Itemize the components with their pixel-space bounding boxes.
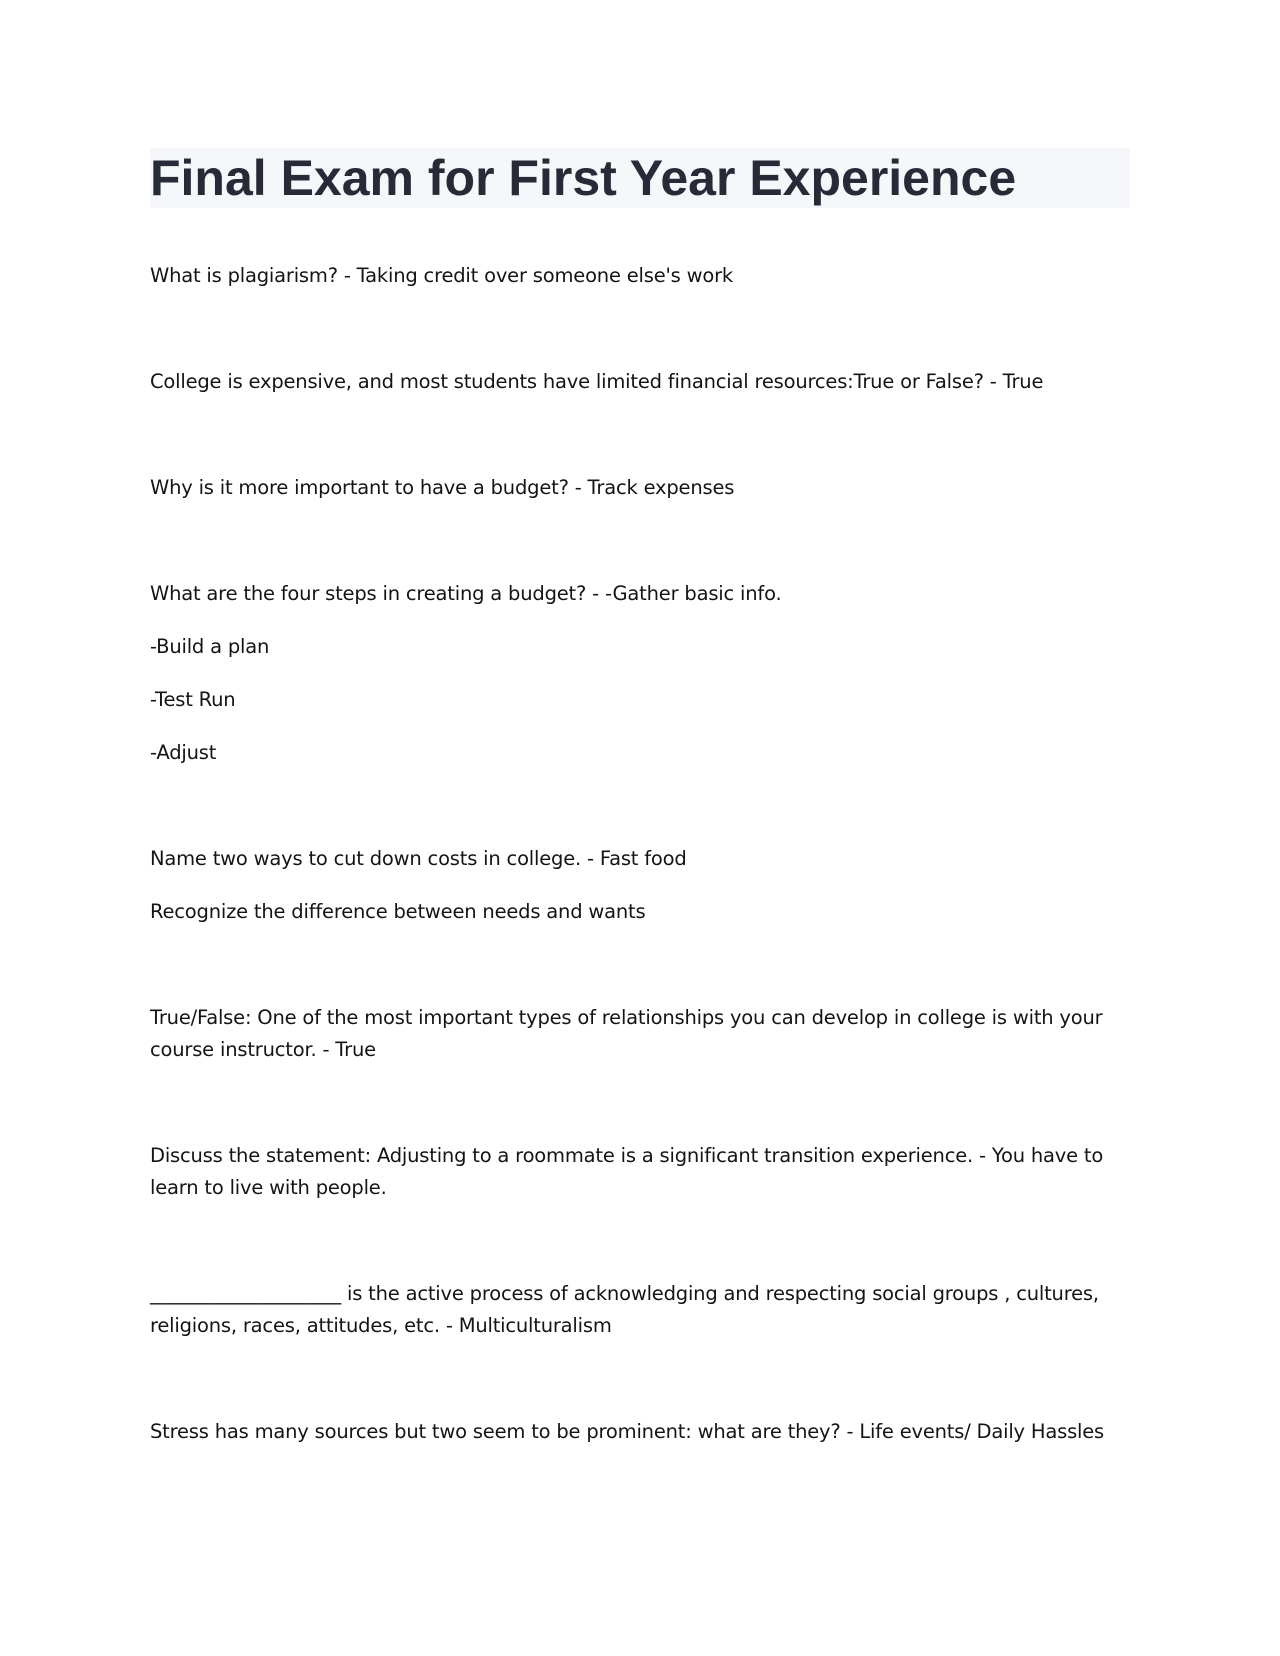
qa-budget-importance: Why is it more important to have a budget? - Track expenses [150, 476, 735, 499]
budget-step-adjust: -Adjust [150, 741, 217, 764]
qa-college-expensive: College is expensive, and most students have limited financial resources:True or False? - True [150, 370, 1044, 393]
budget-step-build-plan: -Build a plan [150, 635, 270, 658]
qa-budget-steps: What are the four steps in creating a budget? - -Gather basic info. [150, 582, 782, 605]
title-banner [150, 148, 1130, 208]
document-page [150, 148, 1130, 1448]
cut-costs-needs-wants: Recognize the difference between needs and wants [150, 900, 646, 923]
qa-instructor-relationship: True/False: One of the most important types of relationships you can develop in college is with your course instructor. - True [150, 1006, 1103, 1061]
budget-step-test-run: -Test Run [150, 688, 236, 711]
qa-multiculturalism: ____________________ is the active process of acknowledging and respecting social groups , cultures, religions, races, attitudes, etc. - Multiculturalism [150, 1282, 1099, 1337]
qa-plagiarism: What is plagiarism? - Taking credit over someone else's work [150, 264, 734, 287]
qa-stress-sources: Stress has many sources but two seem to be prominent: what are they? - Life events/ Daily Hassles [150, 1420, 1105, 1443]
qa-cut-costs: Name two ways to cut down costs in college. - Fast food [150, 847, 687, 870]
document-title: Final Exam for First Year Experience [150, 150, 1017, 206]
qa-roommate: Discuss the statement: Adjusting to a roommate is a significant transition experience. - You have to learn to live with people. [150, 1144, 1104, 1199]
